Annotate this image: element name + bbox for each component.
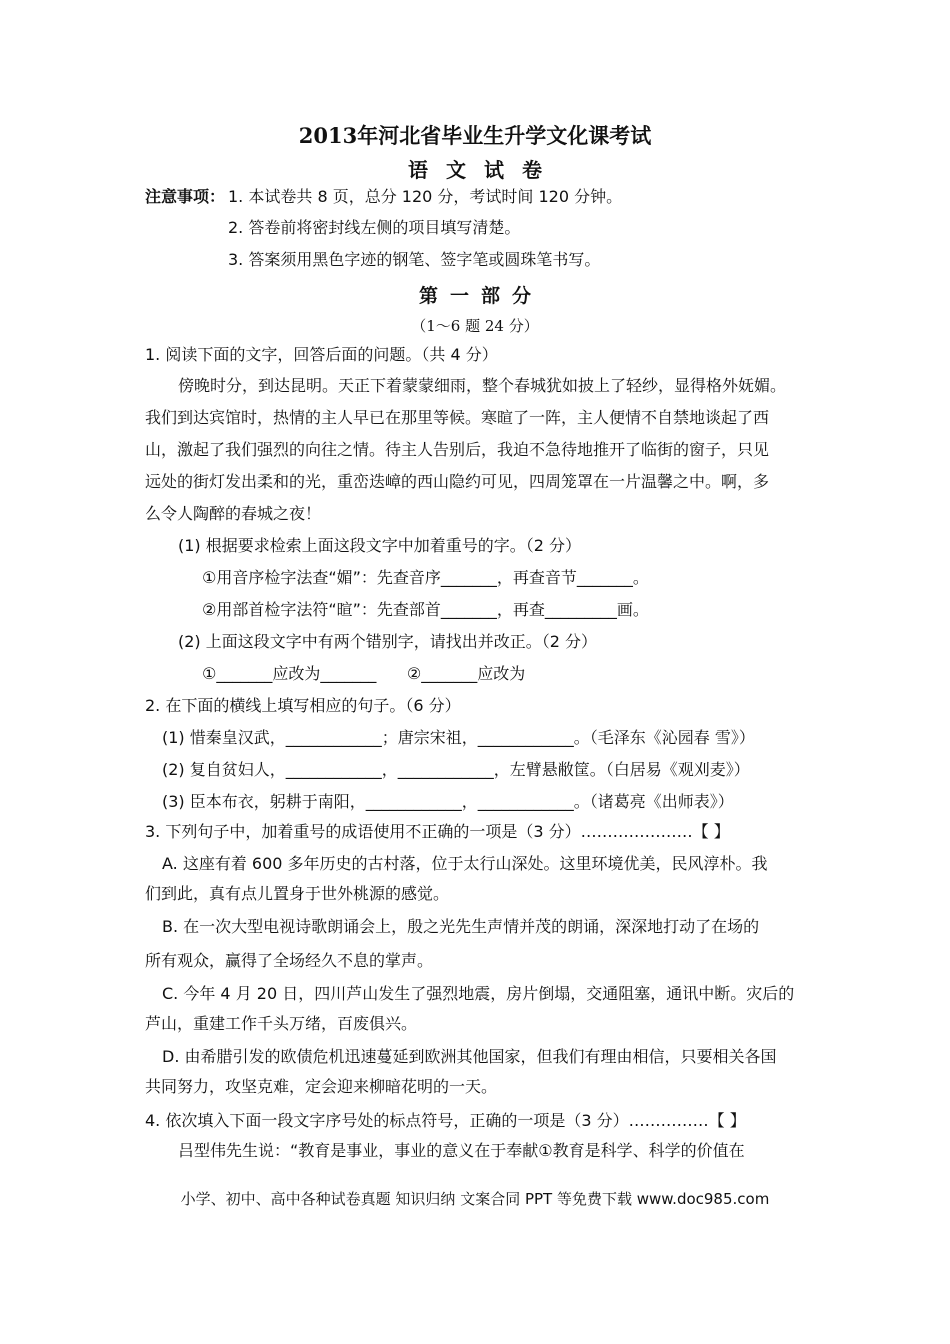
q2-header: 2. 在下面的横线上填写相应的句子。（6 分）: [145, 696, 461, 715]
q4-line-1: 吕型伟先生说：“教育是事业，事业的意义在于奉献①教育是科学、科学的价值在: [178, 1141, 745, 1160]
q1-passage-line-2: 我们到达宾馆时，热情的主人早已在那里等候。寒暄了一阵，主人便情不自禁地谈起了西: [145, 408, 770, 427]
q1-sub1b: ②用部首检字法符“暄”：先查部首_______，再查_________画。: [202, 600, 649, 619]
q1-sub1a: ①用音序检字法查“媚”：先查音序_______，再查音节_______。: [202, 568, 649, 587]
q1-sub2a: ①_______应改为_______ ②_______应改为: [202, 664, 526, 683]
exam-title: 2013年河北省毕业生升学文化课考试: [298, 123, 652, 148]
q3-option-c-line-1: C. 今年 4 月 20 日，四川芦山发生了强烈地震，房片倒塌，交通阻塞，通讯中断。灾后的: [162, 984, 795, 1003]
q3-option-c-line-2: 芦山，重建工作千头万绪，百废俱兴。: [145, 1014, 418, 1033]
q1-header: 1. 阅读下面的文字，回答后面的问题。（共 4 分）: [145, 345, 498, 364]
notice-item-3: 3. 答案须用黑色字迹的钢笔、签字笔或圆珠笔书写。: [228, 250, 601, 269]
q3-option-a-line-1: A. 这座有着 600 多年历史的古村落，位于太行山深处。这里环境优美，民风淳朴。我: [162, 854, 768, 873]
q2-item-2: (2) 复自贫妇人，____________，____________，左臂悬敝筐。（白居易《观刈麦》）: [162, 760, 750, 779]
q3-option-b-line-1: B. 在一次大型电视诗歌朗诵会上，殷之光先生声情并茂的朗诵，深深地打动了在场的: [162, 917, 760, 936]
page-footer: 小学、初中、高中各种试卷真题 知识归纳 文案合同 PPT 等免费下载 www.doc985.com: [180, 1190, 770, 1208]
q3-option-d-line-1: D. 由希腊引发的欧债危机迅速蔓延到欧洲其他国家，但我们有理由相信，只要相关各国: [162, 1047, 777, 1066]
q3-option-d-line-2: 共同努力，攻坚克难，定会迎来柳暗花明的一天。: [145, 1077, 498, 1096]
q4-header: 4. 依次填入下面一段文字序号处的标点符号，正确的一项是（3 分）……………【 】: [145, 1111, 746, 1130]
q1-passage-line-1: 傍晚时分，到达昆明。天正下着蒙蒙细雨，整个春城犹如披上了轻纱，显得格外妩媚。: [178, 376, 787, 395]
q3-option-b-line-2: 所有观众，赢得了全场经久不息的掌声。: [145, 951, 434, 970]
part-title: 第一部分: [418, 285, 543, 307]
notice-item-2: 2. 答卷前将密封线左侧的项目填写清楚。: [228, 218, 521, 237]
notice-label: 注意事项：: [145, 187, 226, 206]
q2-item-1: (1) 惜秦皇汉武，____________；唐宗宋祖，____________。（毛泽东《沁园春 雪》）: [162, 728, 755, 747]
q2-item-3: (3) 臣本布衣，躬耕于南阳，____________，____________。（诸葛亮《出师表》）: [162, 792, 734, 811]
q1-passage-line-5: 么令人陶醉的春城之夜！: [145, 504, 322, 523]
q3-option-a-line-2: 们到此，真有点儿置身于世外桃源的感觉。: [145, 884, 450, 903]
q1-passage-line-4: 远处的街灯发出柔和的光，重峦迭嶂的西山隐约可见，四周笼罩在一片温馨之中。啊，多: [145, 472, 770, 491]
notice-item-1: 1. 本试卷共 8 页，总分 120 分，考试时间 120 分钟。: [228, 187, 623, 206]
q3-header: 3. 下列句子中，加着重号的成语使用不正确的一项是（3 分）…………………【 】: [145, 822, 730, 841]
q1-passage-line-3: 山，激起了我们强烈的向往之情。待主人告别后，我迫不急待地推开了临街的窗子，只见: [145, 440, 770, 459]
part-range: （1～6 题 24 分）: [411, 317, 539, 335]
q1-sub1: (1) 根据要求检索上面这段文字中加着重号的字。（2 分）: [178, 536, 582, 555]
exam-subtitle: 语文试卷: [408, 158, 560, 182]
q1-sub2: (2) 上面这段文字中有两个错别字，请找出并改正。（2 分）: [178, 632, 598, 651]
